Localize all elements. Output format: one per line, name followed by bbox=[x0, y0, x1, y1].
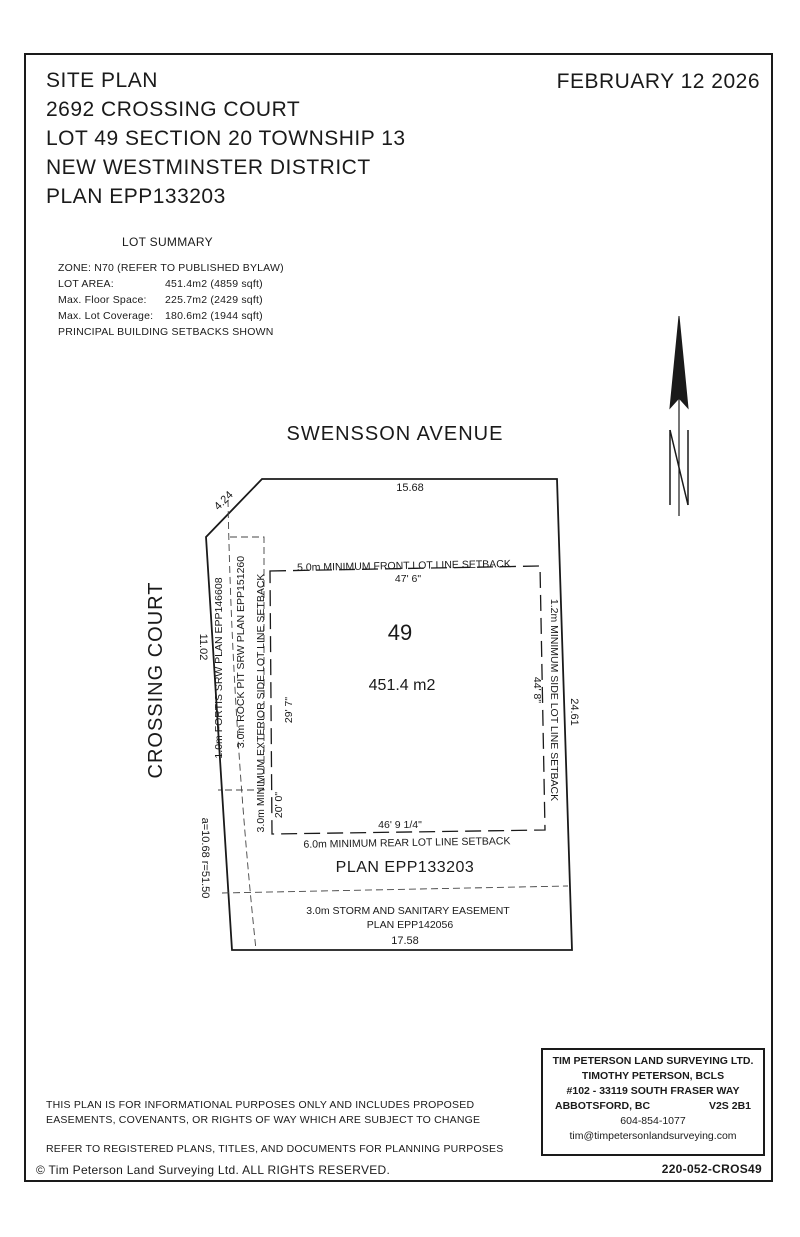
copyright: © Tim Peterson Land Surveying Ltd. ALL RIGHTS RESERVED. bbox=[36, 1163, 391, 1177]
dim-west: 11.02 bbox=[197, 633, 209, 661]
company-email: tim@timpetersonlandsurveying.com bbox=[569, 1130, 737, 1142]
drawing-number: 220-052-CROS49 bbox=[661, 1162, 762, 1176]
lot-summary-value: 180.6m2 (1944 sqft) bbox=[165, 310, 263, 322]
dim-north: 15.68 bbox=[396, 482, 424, 494]
building-envelope bbox=[270, 566, 545, 834]
dim-corner: 4.24 bbox=[212, 489, 236, 513]
dim-south: 17.58 bbox=[391, 935, 419, 947]
street-crossing-court: CROSSING COURT bbox=[145, 581, 167, 779]
note-line: REFER TO REGISTERED PLANS, TITLES, AND DOCUMENTS FOR PLANNING PURPOSES bbox=[46, 1143, 504, 1155]
company-city: ABBOTSFORD, BC bbox=[555, 1100, 651, 1112]
title-plan-number: PLAN EPP133203 bbox=[46, 185, 226, 208]
plan-notes bbox=[46, 1098, 503, 1157]
lot-summary-label: Max. Lot Coverage: bbox=[58, 310, 154, 322]
setback-side-ft: 44' 8" bbox=[531, 676, 543, 704]
lot-summary-label: LOT AREA: bbox=[58, 278, 114, 290]
setback-front: 5.0m MINIMUM FRONT LOT LINE SETBACK bbox=[296, 558, 511, 574]
title-site-plan: SITE PLAN bbox=[46, 69, 158, 92]
dim-east: 24.61 bbox=[568, 698, 580, 726]
lot-summary-zone: ZONE: N70 (REFER TO PUBLISHED BYLAW) bbox=[58, 262, 284, 274]
street-swensson-avenue: SWENSSON AVENUE bbox=[286, 423, 504, 445]
srw-fortis-label: 1.0m FORTIS SRW PLAN EPP146608 bbox=[213, 577, 225, 759]
lot-summary-label: Max. Floor Space: bbox=[58, 294, 147, 306]
title-district: NEW WESTMINSTER DISTRICT bbox=[46, 156, 371, 179]
company-name: TIM PETERSON LAND SURVEYING LTD. bbox=[552, 1055, 754, 1067]
setback-side: 1.2m MINIMUM SIDE LOT LINE SETBACK bbox=[548, 598, 560, 802]
setback-exterior: 3.0m MINIMUM EXTERIOR SIDE LOT LINE SETBACK bbox=[255, 573, 267, 833]
note-line: EASEMENTS, COVENANTS, OR RIGHTS OF WAY WHICH ARE SUBJECT TO CHANGE bbox=[46, 1114, 481, 1126]
company-postal: V2S 2B1 bbox=[708, 1100, 751, 1112]
north-arrow-icon bbox=[670, 316, 688, 516]
easement-plan-label: PLAN EPP142056 bbox=[366, 919, 454, 931]
company-person: TIMOTHY PETERSON, BCLS bbox=[581, 1070, 725, 1082]
lot-summary-heading: LOT SUMMARY bbox=[122, 235, 213, 249]
lot-summary-value: 451.4m2 (4859 sqft) bbox=[165, 278, 263, 290]
company-phone: 604-854-1077 bbox=[620, 1115, 686, 1127]
plan-label: PLAN EPP133203 bbox=[335, 859, 475, 876]
lot-summary-footer: PRINCIPAL BUILDING SETBACKS SHOWN bbox=[58, 326, 274, 338]
dim-curve: a=10.68 r=51.50 bbox=[199, 817, 211, 899]
title-address: 2692 CROSSING COURT bbox=[46, 98, 301, 121]
plan-date: FEBRUARY 12 2026 bbox=[556, 70, 760, 93]
setback-exterior-ft: 20' 0" bbox=[273, 791, 285, 819]
company-block bbox=[541, 1048, 765, 1156]
company-address: #102 - 33119 SOUTH FRASER WAY bbox=[566, 1085, 740, 1097]
lot-number: 49 bbox=[387, 620, 413, 645]
setback-front-ft: 47' 6" bbox=[394, 573, 422, 585]
company-city-line bbox=[543, 1099, 763, 1114]
lot-summary-value: 225.7m2 (2429 sqft) bbox=[165, 294, 263, 306]
setback-rear: 6.0m MINIMUM REAR LOT LINE SETBACK bbox=[303, 835, 511, 851]
setback-exterior-ft: 29' 7" bbox=[283, 696, 295, 724]
srw-rock-pit-label: 3.0m ROCK PIT SRW PLAN EPP151260 bbox=[235, 555, 247, 749]
lot-area: 451.4 m2 bbox=[368, 677, 436, 694]
note-line: THIS PLAN IS FOR INFORMATIONAL PURPOSES ONLY AND INCLUDES PROPOSED bbox=[46, 1099, 475, 1111]
setback-rear-ft: 46' 9 1/4" bbox=[378, 819, 422, 831]
title-legal-lot: LOT 49 SECTION 20 TOWNSHIP 13 bbox=[46, 127, 406, 150]
easement-line bbox=[222, 886, 568, 893]
easement-label: 3.0m STORM AND SANITARY EASEMENT bbox=[306, 905, 510, 917]
